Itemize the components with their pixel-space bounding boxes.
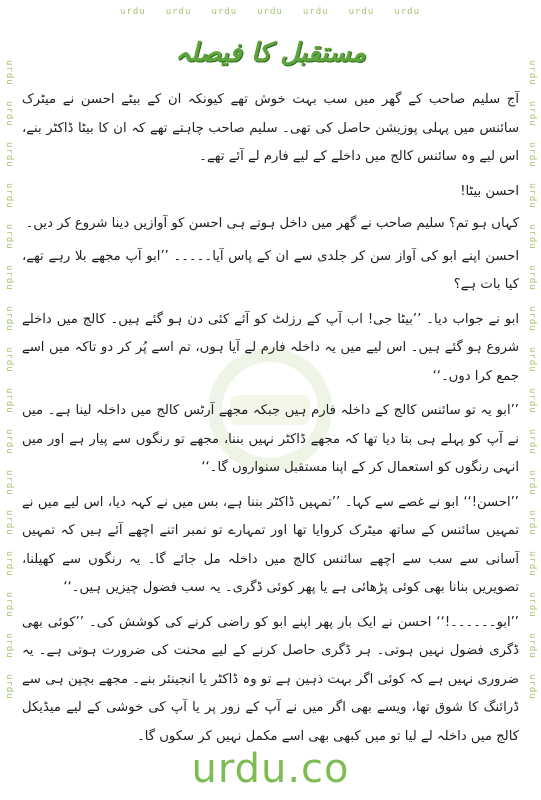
- border-text: urdu: [527, 633, 537, 660]
- border-text: urdu: [527, 100, 537, 127]
- border-text: urdu: [120, 7, 146, 17]
- top-border: [120, 4, 420, 20]
- paragraph: کہاں ہو تم؟ سلیم صاحب نے گھر میں داخل ہوتے ہی احسن کو آوازیں دینا شروع کر دیں۔: [25, 216, 519, 231]
- page-title: مستقبل کا فیصلہ: [175, 38, 366, 68]
- border-text: urdu: [527, 346, 537, 373]
- border-text: urdu: [4, 141, 14, 168]
- border-text: urdu: [527, 305, 537, 332]
- site-logo[interactable]: urdu.co: [191, 746, 350, 792]
- border-text: urdu: [4, 510, 14, 537]
- border-text: urdu: [4, 346, 14, 373]
- paragraph: ’’ابو یہ تو سائنس کالج کے داخلہ فارم ہیں جبکہ مجھے آرٹس کالج میں داخلہ لینا ہے۔ میں نے آپ کو پہلے ہی بتا دیا تھا کہ مجھے ڈاکٹر نہیں بننا، مجھے تو رنگوں سے پیار ہے اور میں انہی رنگوں کو استعمال کر کے اپنا مستقبل سنواروں گا۔‘‘: [22, 403, 519, 475]
- border-text: urdu: [257, 7, 283, 17]
- paragraph: ابو نے جواب دیا۔ ’’بیٹا جی! اب آپ کے رزلٹ کو آئے کئی دن ہو گئے ہیں۔ کالج میں داخلے شروع ہو گئے ہیں۔ اس لیے میں یہ داخلہ فارم لے آیا ہوں، تم اسے پُر کر دو تاکہ میں اسے جمع کرا دوں۔‘‘: [22, 311, 519, 384]
- border-text: urdu: [4, 223, 14, 250]
- border-text: urdu: [211, 7, 238, 17]
- border-text: urdu: [527, 674, 537, 700]
- article-body: [22, 86, 519, 757]
- border-text: urdu: [348, 7, 375, 17]
- border-text: urdu: [4, 633, 14, 660]
- paragraph: احسن اپنے ابو کی آواز سن کر جلدی سے ان کے پاس آیا۔۔۔۔۔ ’’ابو آپ مجھے بلا رہے تھے، کیا بات ہے؟: [22, 248, 519, 292]
- border-text: urdu: [4, 428, 14, 455]
- border-text: urdu: [4, 674, 14, 700]
- border-text: urdu: [4, 592, 14, 619]
- border-text: urdu: [4, 182, 14, 209]
- border-text: urdu: [527, 223, 537, 250]
- border-text: urdu: [4, 551, 14, 578]
- border-text: urdu: [527, 551, 537, 578]
- right-border: [525, 60, 539, 700]
- paragraph: ’’احسن!‘‘ ابو نے غصے سے کہا۔ ’’تمہیں ڈاکٹر بننا ہے، بس میں نے کہہ دیا، اس لیے میں نے تمہیں سائنس کے ساتھ میٹرک کروایا تھا اور تمہارے تو نمبر اتنے اچھے آئے ہیں کہ تمہیں آسانی سے سب سے اچھے سائنس کالج میں داخلہ مل جائے گا۔ یہ رنگوں سے کھیلنا، تصویریں بنانا بھی کوئی پڑھائی ہے یا پھر کوئی ڈگری۔ یہ سب فضول چیزیں ہیں۔‘‘: [22, 494, 519, 595]
- border-text: urdu: [394, 7, 420, 17]
- border-text: urdu: [527, 510, 537, 537]
- border-text: urdu: [527, 264, 537, 291]
- border-text: urdu: [527, 182, 537, 209]
- paragraph: آج سلیم صاحب کے گھر میں سب بہت خوش تھے کیونکہ ان کے بیٹے احسن نے میٹرک سائنس میں پہلی پوزیشن حاصل کی تھی۔ سلیم صاحب چاہتے تھے کہ ان کا بیٹا ڈاکٹر بنے، اس لیے وہ سائنس کالج میں داخلے کے لیے فارم لے آئے تھے۔: [22, 92, 519, 164]
- border-text: urdu: [527, 469, 537, 496]
- border-text: urdu: [527, 141, 537, 168]
- border-text: urdu: [527, 428, 537, 455]
- paragraph: ’’ابو۔۔۔۔۔۔!‘‘ احسن نے ایک بار پھر اپنے ابو کو راضی کرنے کی کوشش کی۔ ’’کوئی بھی ڈگری فضول نہیں ہوتی۔ ہر ڈگری حاصل کرنے کے لیے محنت کی ضرورت ہوتی ہے۔ یہ ضروری نہیں ہے کہ کوئی اگر بہت ذہین ہے تو وہ ڈاکٹر یا انجینئر بنے۔ مجھے بچپن ہی سے ڈرائنگ کا شوق تھا، ویسے بھی اگر میں نے آپ کے زور پر یا آپ کی خوشی کے لیے میڈیکل کالج میں داخلہ لے لیا تو میں کبھی بھی اسے مکمل نہیں کر سکوں گا۔: [22, 614, 519, 744]
- border-text: urdu: [4, 387, 14, 414]
- border-text: urdu: [527, 60, 537, 86]
- left-border: [2, 60, 16, 700]
- border-text: urdu: [165, 7, 192, 17]
- paragraph: احسن بیٹا!: [460, 183, 519, 199]
- border-text: urdu: [302, 7, 329, 17]
- border-text: urdu: [527, 387, 537, 414]
- border-text: urdu: [4, 60, 14, 86]
- border-text: urdu: [4, 264, 14, 291]
- border-text: urdu: [4, 469, 14, 496]
- border-text: urdu: [4, 305, 14, 332]
- border-text: urdu: [527, 592, 537, 619]
- border-text: urdu: [4, 100, 14, 127]
